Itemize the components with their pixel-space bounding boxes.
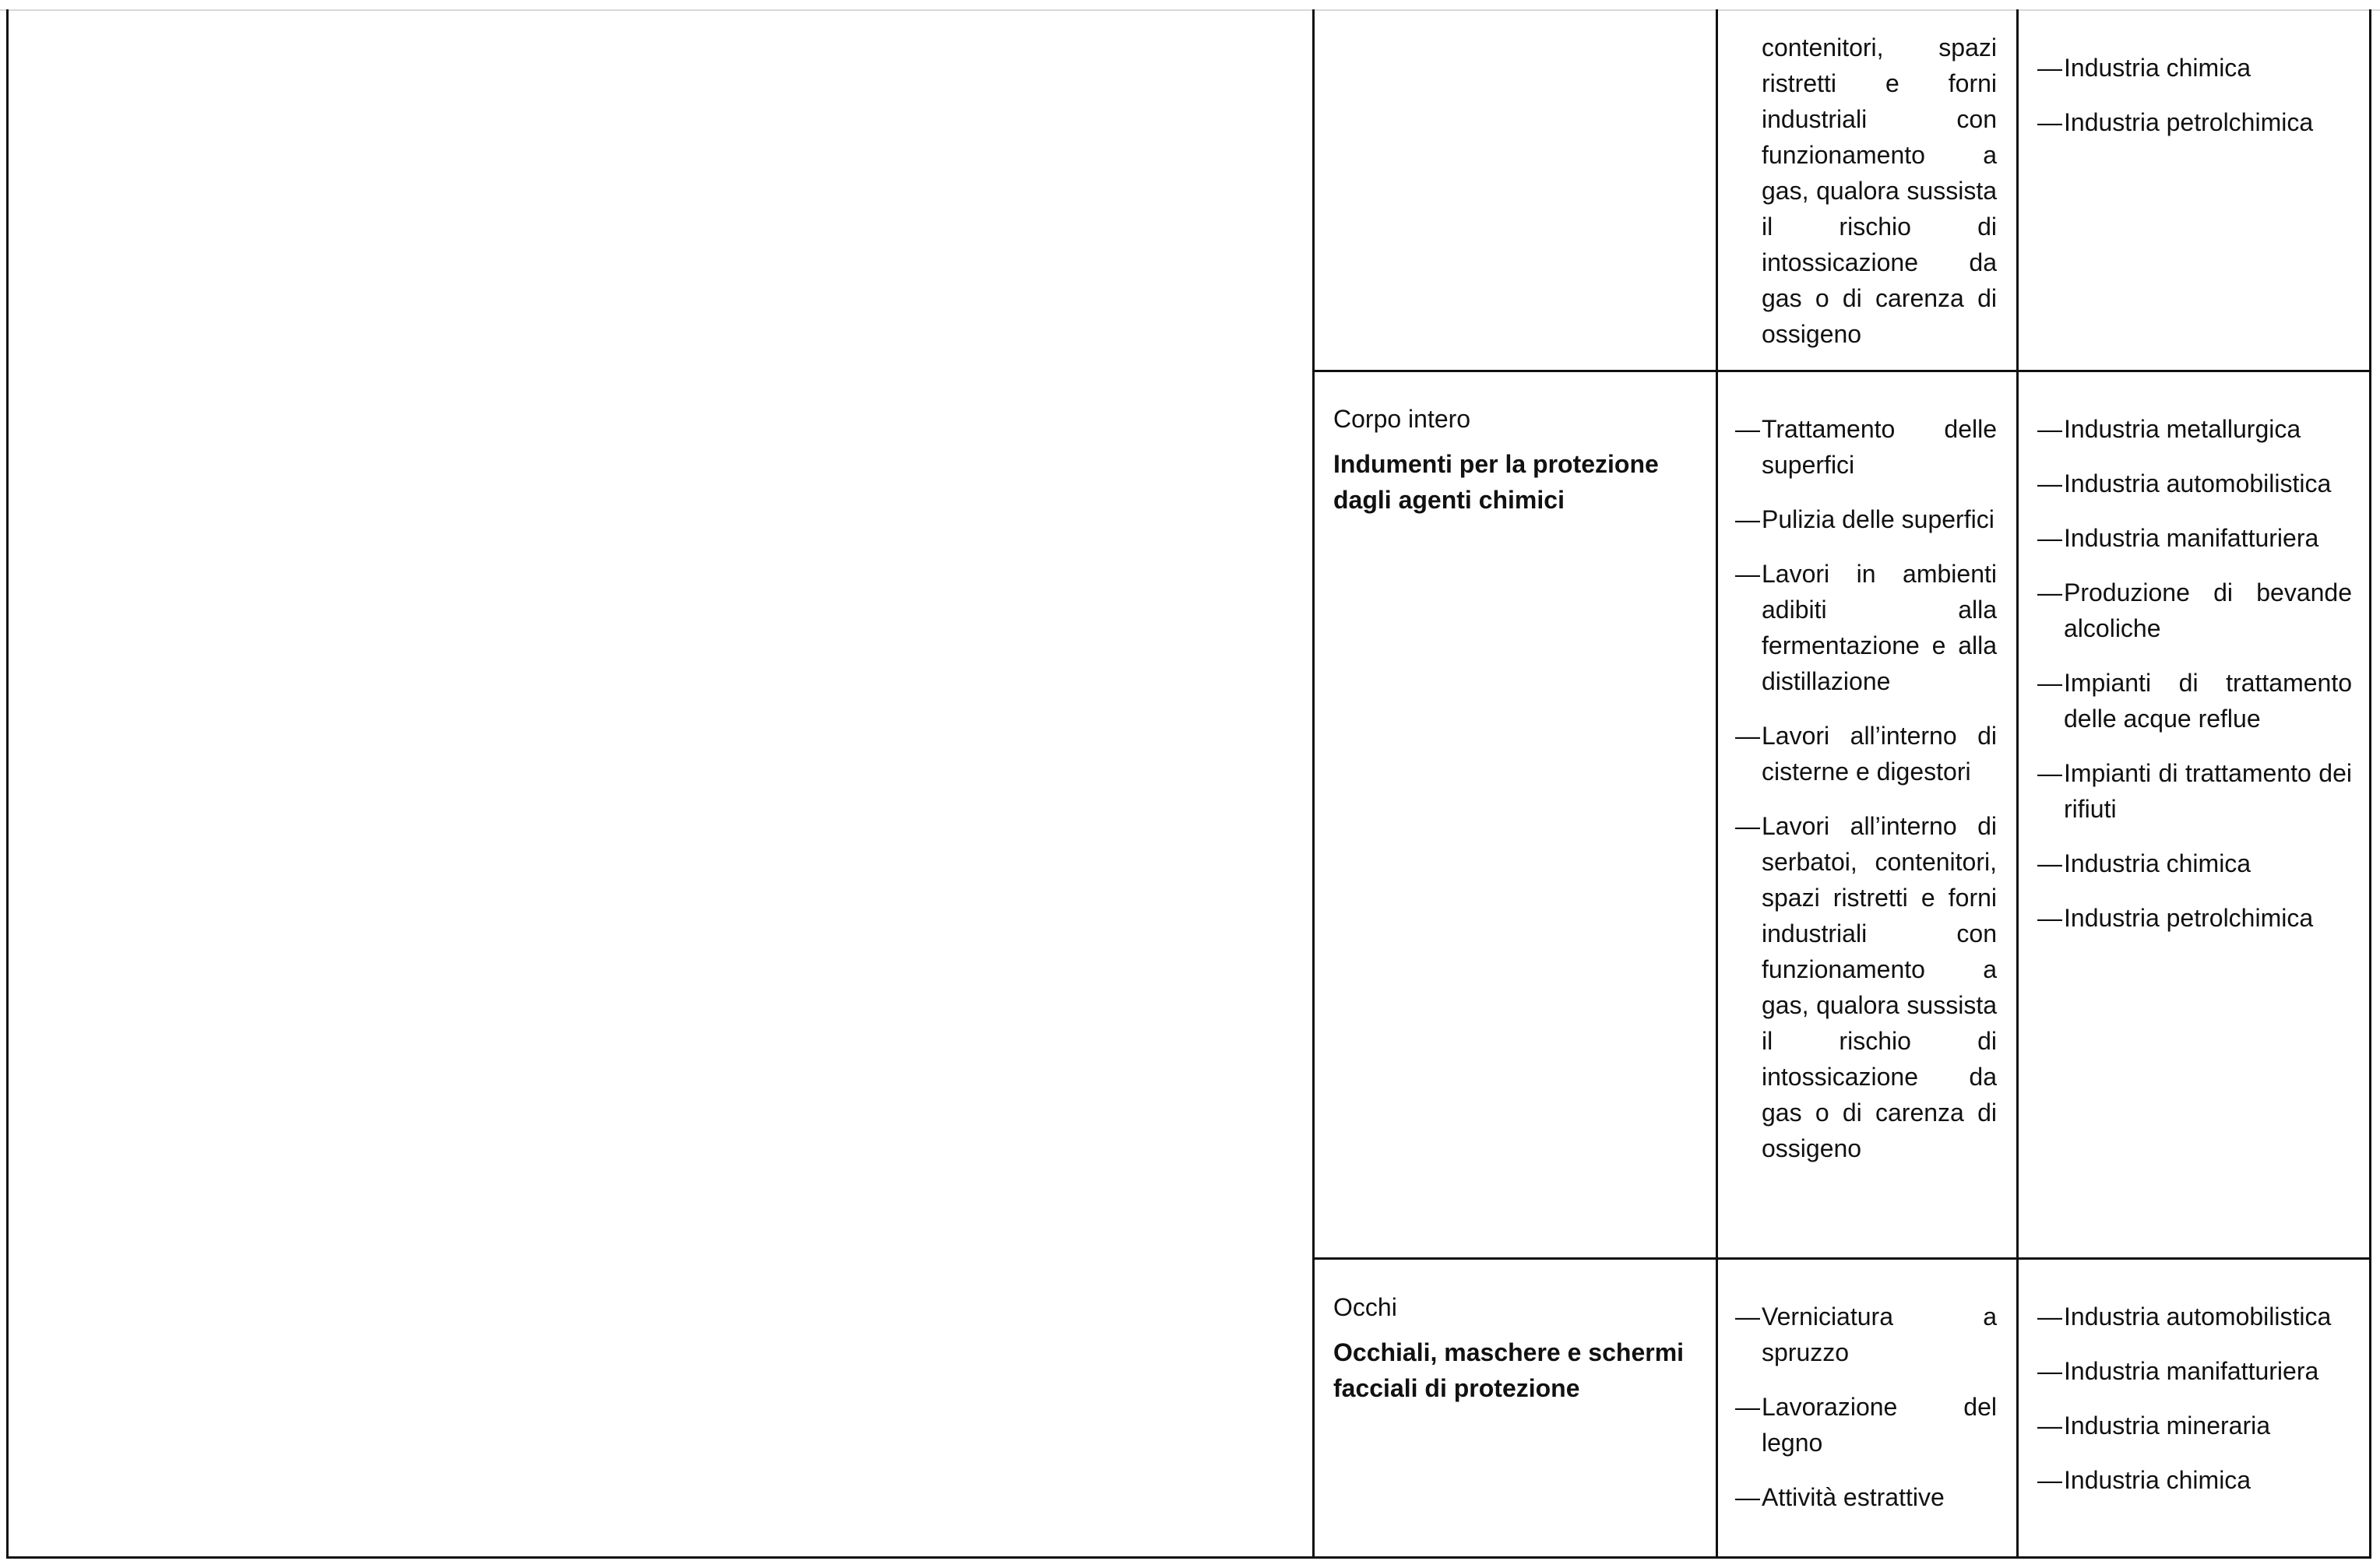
activities-cell: [1762, 30, 1997, 352]
list-item: [2037, 520, 2352, 556]
sector-text: Industria mineraria: [2064, 1412, 2270, 1440]
dash-bullet: —: [1735, 1303, 1760, 1331]
dash-bullet: —: [2037, 849, 2062, 877]
activities-list: [1735, 411, 1997, 1166]
sectors-list: [2037, 50, 2349, 140]
activities-cell: [1735, 411, 1997, 1185]
activities-list: [1735, 1299, 1997, 1515]
activity-text: Lavori in ambienti adibiti alla fermentazione e alla distillazione: [1762, 560, 1997, 695]
list-item: [1735, 1389, 1997, 1461]
activities-cell: [1735, 1299, 1997, 1534]
list-item: [2037, 1353, 2352, 1389]
dpi-title: Occhiali, maschere e schermi facciali di protezione: [1333, 1338, 1685, 1402]
activity-text: contenitori, spazi ristretti e forni industriali con funzionamento a gas, qualora sussista il rischio di intossicazione da gas o di carenza di ossigeno: [1762, 33, 1997, 348]
sector-text: Industria metallurgica: [2064, 415, 2301, 443]
list-item: [2037, 575, 2352, 646]
activity-text: Lavori all’interno di cisterne e digestori: [1762, 722, 1997, 786]
sector-text: Industria automobilistica: [2064, 1303, 2332, 1331]
activities-list: [1762, 30, 1997, 352]
sector-text: Industria manifatturiera: [2064, 1357, 2319, 1385]
dash-bullet: —: [1735, 560, 1760, 588]
row-divider: [1312, 1257, 2371, 1260]
dash-bullet: —: [2037, 524, 2062, 552]
dash-bullet: —: [2037, 108, 2062, 136]
sector-text: Industria chimica: [2064, 1466, 2251, 1494]
list-item: [2037, 1299, 2352, 1334]
dpi-cell: [1333, 401, 1699, 518]
dash-bullet: —: [2037, 54, 2062, 82]
sector-text: Impianti di trattamento delle acque reflue: [2064, 669, 2352, 733]
list-item: [2037, 104, 2349, 140]
table-border-left: [6, 9, 9, 1559]
sector-text: Industria petrolchimica: [2064, 904, 2314, 932]
dash-bullet: —: [2037, 1357, 2062, 1385]
sector-text: Produzione di bevande alcoliche: [2064, 578, 2352, 642]
dash-bullet: —: [2037, 415, 2062, 443]
sectors-list: [2037, 1299, 2352, 1498]
body-part-label: Corpo intero: [1333, 405, 1471, 433]
dpi-title: Indumenti per la protezione dagli agenti chimici: [1333, 450, 1659, 514]
list-item: [1735, 1479, 1997, 1515]
list-item: [1735, 808, 1997, 1166]
activity-text: Lavori all’interno di serbatoi, contenitori, spazi ristretti e forni industriali con funzionamento a gas, qualora sussista il rischio di intossicazione da gas o di carenza di ossigeno: [1762, 812, 1997, 1162]
dash-bullet: —: [2037, 669, 2062, 697]
list-item: [2037, 846, 2352, 881]
list-item: [2037, 755, 2352, 827]
table-column-divider: [1716, 9, 1718, 1559]
dash-bullet: —: [2037, 578, 2062, 606]
activity-text: Lavorazione del legno: [1762, 1393, 1997, 1457]
list-item: [1762, 30, 1997, 352]
dash-bullet: —: [2037, 904, 2062, 932]
table-column-divider: [2016, 9, 2019, 1559]
body-part-label: Occhi: [1333, 1293, 1397, 1321]
list-item: [1735, 556, 1997, 699]
list-item: [2037, 411, 2352, 447]
list-item: [1735, 718, 1997, 789]
dash-bullet: —: [2037, 1466, 2062, 1494]
sector-text: Industria chimica: [2064, 54, 2251, 82]
sectors-list: [2037, 411, 2352, 936]
row-divider: [1312, 370, 2371, 372]
activity-text: Trattamento delle superfici: [1762, 415, 1997, 479]
sector-text: Industria automobilistica: [2064, 469, 2332, 497]
activity-text: Pulizia delle superfici: [1762, 505, 1994, 533]
list-item: [2037, 466, 2352, 501]
activity-text: Attività estrattive: [1762, 1483, 1945, 1511]
sector-text: Industria manifatturiera: [2064, 524, 2319, 552]
dash-bullet: —: [1735, 505, 1760, 533]
list-item: [2037, 900, 2352, 936]
dash-bullet: —: [1735, 722, 1760, 750]
dash-bullet: —: [2037, 759, 2062, 787]
dash-bullet: —: [1735, 1483, 1760, 1511]
dash-bullet: —: [1735, 812, 1760, 840]
activity-text: Verniciatura a spruzzo: [1762, 1303, 1997, 1366]
list-item: [2037, 665, 2352, 737]
list-item: [1735, 411, 1997, 483]
dpi-cell: [1333, 1289, 1699, 1406]
table-border-right: [2369, 9, 2371, 1559]
list-item: [2037, 1462, 2352, 1498]
dash-bullet: —: [2037, 469, 2062, 497]
page-top-edge: [0, 9, 2380, 11]
dash-bullet: —: [2037, 1412, 2062, 1440]
dash-bullet: —: [1735, 1393, 1760, 1421]
sectors-cell: [2037, 1299, 2352, 1517]
sector-text: Industria petrolchimica: [2064, 108, 2314, 136]
list-item: [1735, 1299, 1997, 1370]
dash-bullet: —: [1735, 415, 1760, 443]
sectors-cell: [2037, 411, 2352, 955]
sectors-cell: [2037, 50, 2349, 159]
table-border-bottom: [6, 1556, 2371, 1559]
list-item: [2037, 1408, 2352, 1443]
table-column-divider: [1312, 9, 1315, 1559]
sector-text: Impianti di trattamento dei rifiuti: [2064, 759, 2352, 823]
dash-bullet: —: [2037, 1303, 2062, 1331]
list-item: [1735, 501, 1997, 537]
list-item: [2037, 50, 2349, 86]
sector-text: Industria chimica: [2064, 849, 2251, 877]
